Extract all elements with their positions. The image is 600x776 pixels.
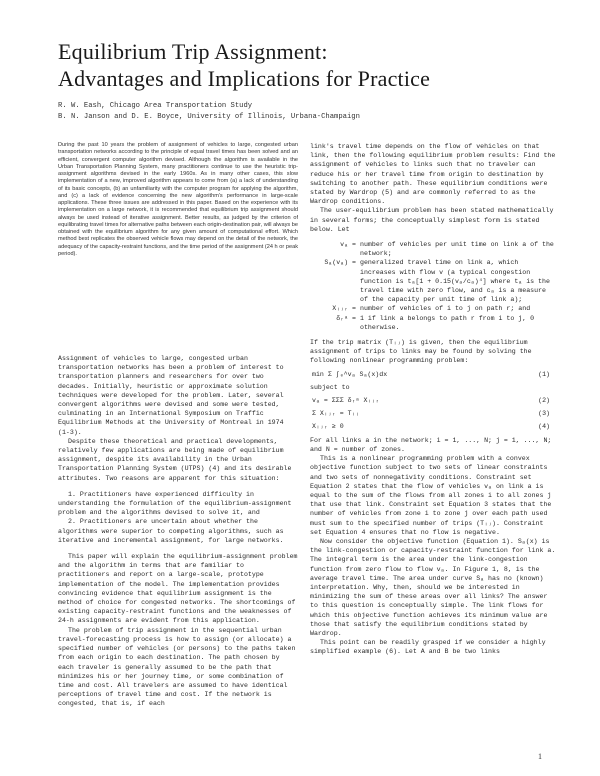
equation-4: [310, 422, 556, 431]
abstract: During the past 10 years the problem of assignment of vehicles to large, congested urban transportation networks according to the principle of equal travel times has been solved and an efficient, convergent computer algorithm devised. Although the algorithm is available in the Urban Transportation Planning System, many practitioners continue to use the heuristic trip-assignment algorithms devised in the early 1960s. As in many other cases, this slow implementation of a new, improved algorithm appears to come from (a) a lack of understanding of its basic concepts, (b) an unfamiliarity with the computer program for applying the algorithm, and (c) a lack of evidence concerning the new algorithm's performance in large-scale applications. These three issues are addressed in this paper. Based on the experience with its implementation on a large network, it is recommended that equilibrium trip assignment should always be used instead of iterative assignment. Better results, as judged by the criterion of equilibrating travel times for alternative paths between each origin-destination pair, will always be obtained with the equilibrium algorithm for any given amount of computational effort. Which method best replicates the observed vehicle flows may depend on the detail of the network, the adequacy of the capacity-restraint functions, and the time period of the assignment (24 h or peak period).: [58, 142, 298, 257]
equation-expression: Xᵢⱼᵣ ≥ 0: [312, 423, 344, 431]
paper-title-line-1: Equilibrium Trip Assignment:: [58, 39, 328, 64]
body-paragraph: For all links a in the network; i = 1, ..., N; j = 1, ..., N; and N = number of zones.: [310, 436, 552, 453]
definition-symbol: vₐ =: [340, 241, 356, 249]
equation-number: (2): [538, 397, 550, 405]
body-paragraph: link's travel time depends on the flow of vehicles on that link, then the following equilibrium problem results: Find the assignment of vehicles to links such that no traveler can reduce his or her travel time from origin to destination by switching to another path. These equilibrium conditions were stated by Wardrop (5) and are commonly referred to as the Wardrop conditions.: [310, 143, 556, 206]
definition-symbol: Sₐ(vₐ) =: [324, 259, 356, 267]
definition-item: [310, 314, 556, 332]
body-paragraph: If the trip matrix (Tᵢⱼ) is given, then the equilibrium assignment of trips to links may be found by solving the following nonlinear programming problem:: [310, 339, 532, 365]
list-item: 1. Practitioners have experienced difficulty in understanding the formulation of the equilibrium-assignment problem and the algorithms devised to solve it, and: [58, 490, 292, 517]
definition-list: [310, 240, 556, 332]
body-paragraph: Despite these theoretical and practical developments, relatively few applications are being made of equilibrium assignment, despite its availability in the Urban Transportation Planning System (UTPS) (4) and its desirable attributes. Two reasons are apparent for this situation:: [58, 437, 292, 482]
equation-number: (1): [538, 370, 550, 378]
paper-title-line-2: Advantages and Implications for Practice: [58, 66, 431, 91]
intro-paragraph: Assignment of vehicles to large, congested urban transportation networks has been a problem of interest to transportation planners and researchers for over two decades. Initially, heuristic or approximate solution techniques were developed for the problem. Later, several convergent algorithms were devised and some were tested, culminating in an International Symposium on Traffic Equilibrium Methods at the University of Montreal in 1974 (1-3).: [58, 355, 284, 436]
definition-item: [310, 258, 556, 304]
equation-expression: Σ Xᵢⱼᵣ = Tᵢⱼ: [312, 410, 360, 418]
definition-text: number of vehicles of i to j on path r; and: [360, 305, 531, 313]
equation-number: (3): [538, 410, 550, 418]
definition-symbol: δᵣᵃ =: [336, 314, 356, 322]
definition-symbol: Xᵢⱼᵣ =: [332, 305, 356, 313]
definition-text: 1 if link a belongs to path r from i to j, 0 otherwise.: [360, 314, 535, 331]
body-paragraph: The problem of trip assignment in the sequential urban travel-forecasting process is how to assign (or allocate) a specified number of vehicles (or persons) to the paths taken from each origin to each destination. The path chosen by each traveler is generally assumed to be the path that minimizes his or her journey time, or some combination of time and cost. All travelers are assumed to have identical perceptions of travel time and cost. If the network is congested, that is, if each: [58, 626, 296, 708]
definition-text: number of vehicles per unit time on link a of the network;: [360, 241, 554, 258]
subject-to-label: subject to: [310, 383, 350, 391]
right-column: [310, 142, 556, 755]
paper-title: [58, 38, 558, 92]
author-line-1: R. W. Eash, Chicago Area Transportation Study: [58, 102, 253, 110]
author-list: [58, 101, 578, 123]
equation-expression: min Σ ∫₀^vₐ Sₐ(x)dx: [312, 370, 388, 378]
body-paragraph: This paper will explain the equilibrium-assignment problem and the algorithm in terms that are familiar to practitioners and report on a large-scale, prototype implementation of the model. The implementation provides convincing evidence that equilibrium assignment is the method of choice for congested networks. The shortcomings of existing capacity-restraint functions and the weaknesses of 24-h assignments are evident from this application.: [58, 553, 298, 625]
author-line-2: B. N. Janson and D. E. Boyce, University of Illinois, Urbana-Champaign: [58, 113, 360, 121]
left-column: [58, 354, 298, 754]
list-item: 2. Practitioners are uncertain about whether the algorithms were superior to competing algorithms, such as iterative and incremental assignment, for large networks.: [58, 518, 284, 544]
body-paragraph: The user-equilibrium problem has been stated mathematically in several forms; the conceptually simplest form is stated below. Let: [310, 207, 554, 233]
page-number: 1: [538, 752, 542, 761]
equation-number: (4): [538, 423, 550, 431]
equation-3: [310, 409, 556, 418]
body-paragraph: This point can be readily grasped if we consider a highly simplified example (6). Let A and B be two links: [310, 639, 546, 656]
definition-item: [310, 240, 556, 258]
body-paragraph: This is a nonlinear programming problem with a convex objective function subject to two sets of linear constraints and two sets of nonnegativity conditions. Constraint set Equation 2 states that the flow of vehicles vₐ on link a is equal to the sum of the flows from all zones i to all zones j that use that link. Constraint set Equation 3 states that the number of vehicles from zone i to zone j over each path used must sum to the specified number of trips (Tᵢⱼ). Constraint set Equation 4 ensures that no flow is negative.: [310, 455, 552, 536]
definition-item: [310, 304, 556, 313]
body-paragraph: Now consider the objective function (Equation 1). Sₐ(x) is the link-congestion or capacity-restraint function for link a. The integral term is the area under the link-congestion function from zero flow to flow vₐ. In Figure 1, 8, is the average travel time. The area under curve Sₐ has no (known) interpretation. Why, then, should we be interested in minimizing the sum of these areas over all links? The answer to this question is conceptually simple. The link flows for which this objective function achieves its minimum value are those that satisfy the equilibrium conditions stated by Wardrop.: [310, 537, 556, 637]
equation-expression: vₐ = ΣΣΣ δᵣᵃ Xᵢⱼᵣ: [312, 397, 380, 405]
equation-2: [310, 396, 556, 405]
equation-1: [310, 370, 556, 379]
definition-text: generalized travel time on link a, which increases with flow v (a typical congestion function is tₐ[1 + 0.15(vₐ/cₐ)⁴] where tₐ is the travel time with zero flow, and cₐ is a measure of the capacity per unit time of link a);: [360, 259, 550, 304]
